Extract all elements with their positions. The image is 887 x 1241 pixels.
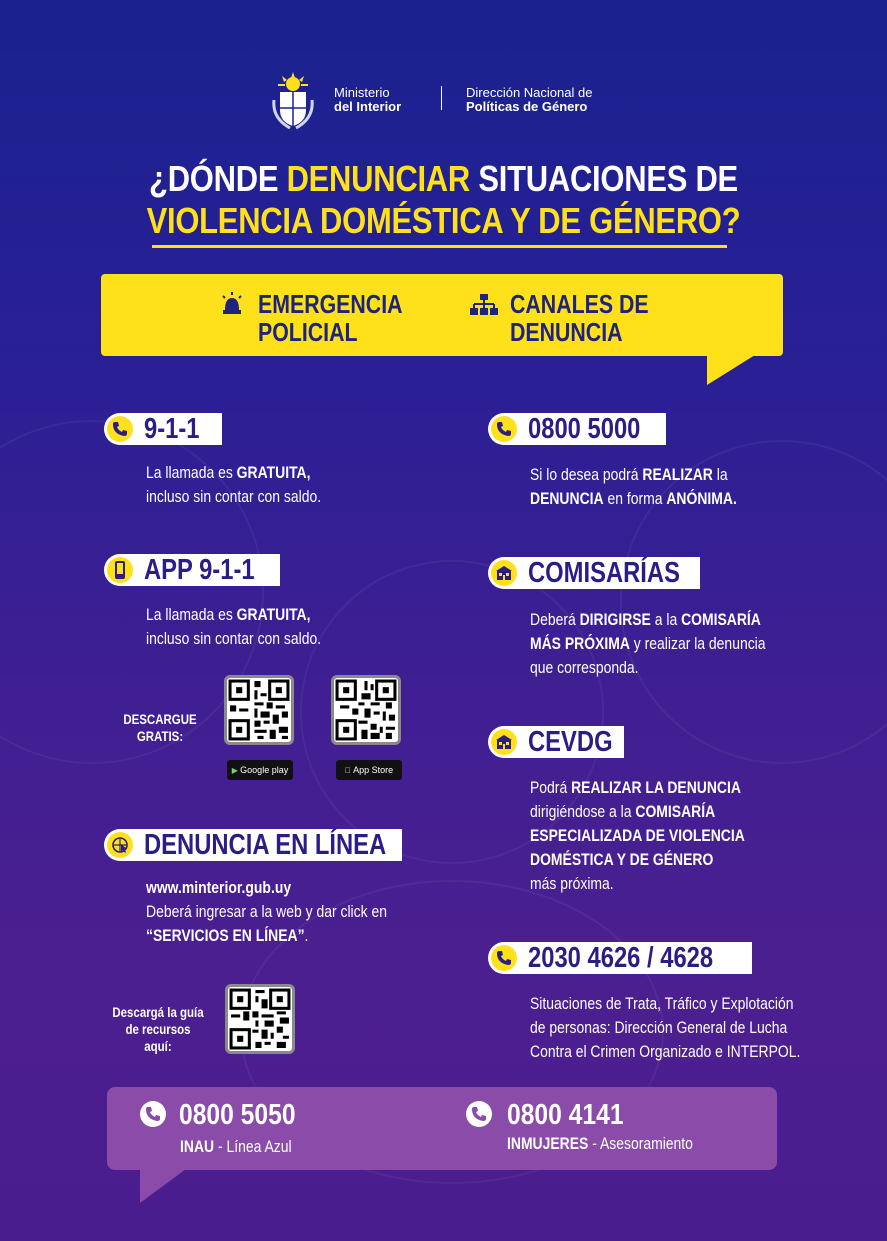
ministry-seal-icon (268, 70, 318, 130)
app-store-label: App Store (348, 765, 390, 775)
ministry-line2: del Interior (334, 99, 402, 114)
inmujeres-org: INMUJERES (507, 1134, 589, 1153)
section-app911 (104, 554, 280, 586)
text-bold: DIRIGIRSE (579, 610, 651, 629)
banner-channels (510, 290, 649, 346)
page-title (62, 158, 825, 242)
title-line2: VIOLENCIA DOMÉSTICA Y DE GÉNERO? (146, 200, 741, 241)
text-bold: COMISARÍA (681, 610, 761, 629)
section-cevdg-text (530, 776, 745, 896)
section-comisarias-text (530, 608, 766, 680)
text-line: Situaciones de Trata, Tráfico y Explotación (530, 994, 794, 1013)
section-0800-5000-title: 0800 5000 (528, 413, 641, 445)
section-app911-text (146, 603, 321, 651)
ministry-name (334, 86, 401, 114)
text-line: Contra el Crimen Organizado e INTERPOL. (530, 1042, 801, 1061)
text-bold: DENUNCIA (530, 489, 604, 508)
title-underline (152, 245, 727, 248)
phone-icon (107, 416, 133, 442)
inmujeres-desc: - Asesoramiento (588, 1134, 693, 1153)
banner-tail (707, 355, 755, 385)
banner-emergency-line1: EMERGENCIA (258, 289, 403, 319)
download-label (119, 711, 201, 745)
banner-channels-line2: DENUNCIA (510, 317, 623, 347)
title-part: ¿DÓNDE (149, 158, 287, 199)
text-bold: GRATUITA, (236, 605, 311, 624)
section-app911-title: APP 9-1-1 (144, 554, 255, 586)
section-2030 (488, 942, 752, 974)
header-divider (441, 86, 442, 110)
banner-channels-line1: CANALES DE (510, 289, 649, 319)
text-line: de personas: Dirección General de Lucha (530, 1018, 788, 1037)
qr-code-icon (334, 678, 398, 742)
police-station-icon (491, 729, 517, 755)
online-touch-icon (107, 832, 133, 858)
section-911 (104, 413, 222, 445)
inmujeres-phone[interactable]: 0800 4141 (507, 1099, 624, 1131)
website-url[interactable]: www.minterior.gub.uy (146, 878, 292, 897)
section-2030-title: 2030 4626 / 4628 (528, 942, 714, 974)
section-911-text (146, 461, 321, 509)
text-line: incluso sin contar con saldo. (146, 487, 322, 506)
text-bold: MÁS PRÓXIMA (530, 634, 630, 653)
title-part: SITUACIONES DE (470, 158, 738, 199)
text-part: La llamada es (146, 605, 237, 624)
text-part: Podrá (530, 778, 572, 797)
section-911-title: 9-1-1 (144, 413, 200, 445)
download-label-line2: GRATIS: (136, 728, 184, 744)
section-cevdg (488, 726, 624, 758)
section-comisarias (488, 557, 700, 589)
text-bold: REALIZAR (642, 465, 713, 484)
qr-code-icon (227, 678, 291, 742)
guide-label-line2: de recursos aquí: (125, 1021, 191, 1054)
guide-label (110, 1004, 205, 1055)
inau-label (180, 1137, 292, 1157)
section-2030-text (530, 992, 800, 1064)
phone-icon (491, 416, 517, 442)
section-online-title: DENUNCIA EN LÍNEA (144, 829, 387, 861)
text-part: en forma (603, 489, 667, 508)
apple-icon (345, 766, 351, 775)
text-part: dirigiéndose a la (530, 802, 636, 821)
inau-org: INAU (180, 1137, 215, 1156)
text-bold: ESPECIALIZADA DE VIOLENCIA (530, 826, 745, 845)
section-online-text (146, 876, 387, 948)
section-cevdg-title: CEVDG (528, 726, 613, 758)
siren-icon (220, 292, 244, 316)
text-part: Si lo desea podrá (530, 465, 643, 484)
text-bold: “SERVICIOS EN LÍNEA” (146, 926, 305, 945)
inmujeres-label (507, 1134, 693, 1154)
google-play-label: Google play (240, 765, 289, 775)
guide-label-line1: Descargá la guía (112, 1004, 204, 1020)
text-bold: DOMÉSTICA Y DE GÉNERO (530, 850, 714, 869)
direction-line2: Políticas de Género (466, 99, 588, 114)
police-station-icon (491, 560, 517, 586)
section-online (104, 829, 402, 861)
hierarchy-icon (470, 294, 498, 316)
text-line: más próxima. (530, 874, 614, 893)
qr-code-app-store[interactable] (331, 675, 401, 745)
phone-icon (466, 1101, 492, 1127)
section-comisarias-title: COMISARÍAS (528, 557, 680, 589)
title-highlight: DENUNCIAR (286, 158, 471, 199)
google-play-badge[interactable] (227, 760, 293, 780)
text-bold: COMISARÍA (635, 802, 716, 821)
qr-code-resources-guide[interactable] (225, 984, 295, 1054)
helplines-box-tail (140, 1169, 186, 1203)
text-line: incluso sin contar con saldo. (146, 629, 322, 648)
text-bold: GRATUITA, (236, 463, 311, 482)
text-part: y realizar la denuncia (629, 634, 766, 653)
categories-banner (101, 274, 783, 356)
text-part: La llamada es (146, 463, 237, 482)
section-0800-5000-text (530, 463, 737, 511)
ministry-line1: Ministerio (334, 85, 390, 100)
text-bold: ANÓNIMA. (666, 489, 737, 508)
phone-icon (491, 945, 517, 971)
text-bold: REALIZAR LA DENUNCIA (571, 778, 741, 797)
smartphone-icon (107, 557, 133, 583)
banner-emergency-line2: POLICIAL (258, 317, 358, 347)
qr-code-icon (228, 987, 292, 1051)
text-part: Deberá (530, 610, 580, 629)
inau-phone[interactable]: 0800 5050 (179, 1099, 296, 1131)
qr-code-google-play[interactable] (224, 675, 294, 745)
play-triangle-icon: ▶ (231, 766, 238, 775)
banner-emergency (258, 290, 403, 346)
text-line: Deberá ingresar a la web y dar click en (146, 902, 387, 921)
section-0800-5000 (488, 413, 666, 445)
inau-desc: - Línea Azul (214, 1137, 292, 1156)
title-line1 (62, 158, 825, 200)
download-label-line1: DESCARGUE (123, 711, 197, 727)
text-part: . (304, 926, 309, 945)
app-store-badge[interactable] (336, 760, 402, 780)
direction-line1: Dirección Nacional de (466, 85, 593, 100)
direction-name (466, 86, 592, 114)
phone-icon (140, 1101, 166, 1127)
text-line: que corresponda. (530, 658, 639, 677)
text-part: a la (650, 610, 682, 629)
text-part: la (712, 465, 728, 484)
